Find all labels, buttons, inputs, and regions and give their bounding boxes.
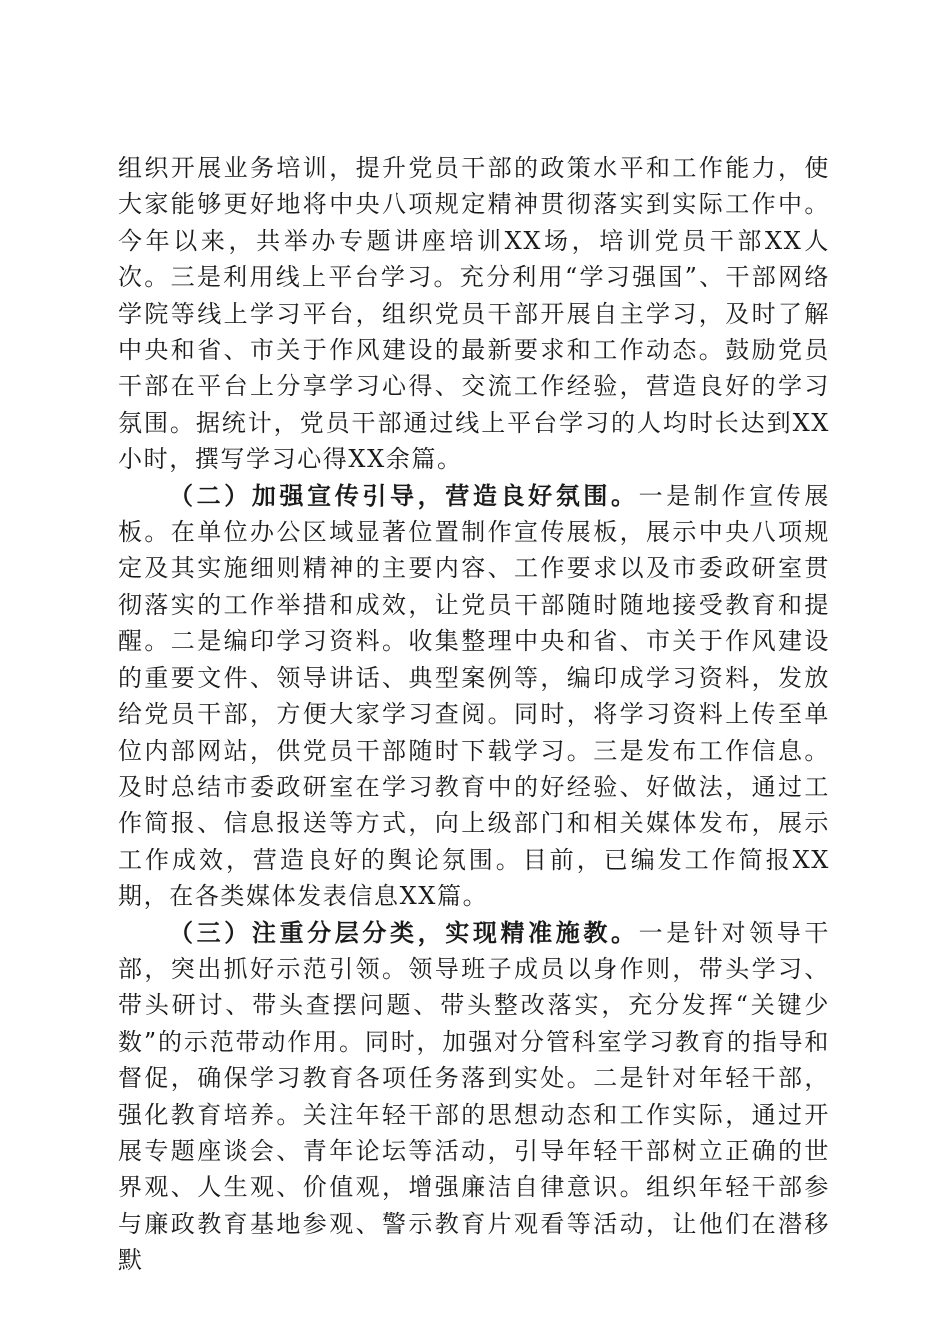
paragraph-3-text: 一是针对领导干部，突出抓好示范引领。领导班子成员以身作则，带头学习、带头研讨、带头查摆问题、带头整改落实，充分发挥“关键少数”的示范带动作用。同时，加强对分管科室学习教育的指导和督促，确保学习教育各项任务落到实处。二是针对年轻干部，强化教育培养。关注年轻干部的思想动态和工作实际，通过开展专题座谈会、青年论坛等活动，引导年轻干部树立正确的世界观、人生观、价值观，增强廉洁自律意识。组织年轻干部参与廉政教育基地参观、警示教育片观看等活动，让他们在潜移默 xyxy=(118,918,830,1275)
paragraph-2-text: 一是制作宣传展板。在单位办公区域显著位置制作宣传展板，展示中央八项规定及其实施细则精神的主要内容、工作要求以及市委政研室贯彻落实的工作举措和成效，让党员干部随时随地接受教育和提醒。二是编印学习资料。收集整理中央和省、市关于作风建设的重要文件、领导讲话、典型案例等，编印成学习资料，发放给党员干部，方便大家学习查阅。同时，将学习资料上传至单位内部网站，供党员干部随时下载学习。三是发布工作信息。及时总结市委政研室在学习教育中的好经验、好做法，通过工作简报、信息报送等方式，向上级部门和相关媒体发布，展示工作成效，营造良好的舆论氛围。目前，已编发工作简报XX期，在各类媒体发表信息XX篇。 xyxy=(118,481,830,911)
paragraph-1-text: 组织开展业务培训，提升党员干部的政策水平和工作能力，使大家能够更好地将中央八项规定精神贯彻落实到实际工作中。今年以来，共举办专题讲座培训XX场，培训党员干部XX人次。三是利用线上平台学习。充分利用“学习强国”、干部网络学院等线上学习平台，组织党员干部开展自主学习，及时了解中央和省、市关于作风建设的最新要求和工作动态。鼓励党员干部在平台上分享学习心得、交流工作经验，营造良好的学习氛围。据统计，党员干部通过线上平台学习的人均时长达到XX小时，撰写学习心得XX余篇。 xyxy=(118,154,830,474)
paragraph-1 xyxy=(118,150,830,478)
paragraph-3-heading: （三）注重分层分类，实现精准施教。 xyxy=(169,917,639,947)
paragraph-2-heading: （二）加强宣传引导，营造良好氛围。 xyxy=(169,480,639,510)
paragraph-2 xyxy=(118,478,830,915)
document-page xyxy=(118,150,830,1279)
paragraph-3 xyxy=(118,915,830,1279)
